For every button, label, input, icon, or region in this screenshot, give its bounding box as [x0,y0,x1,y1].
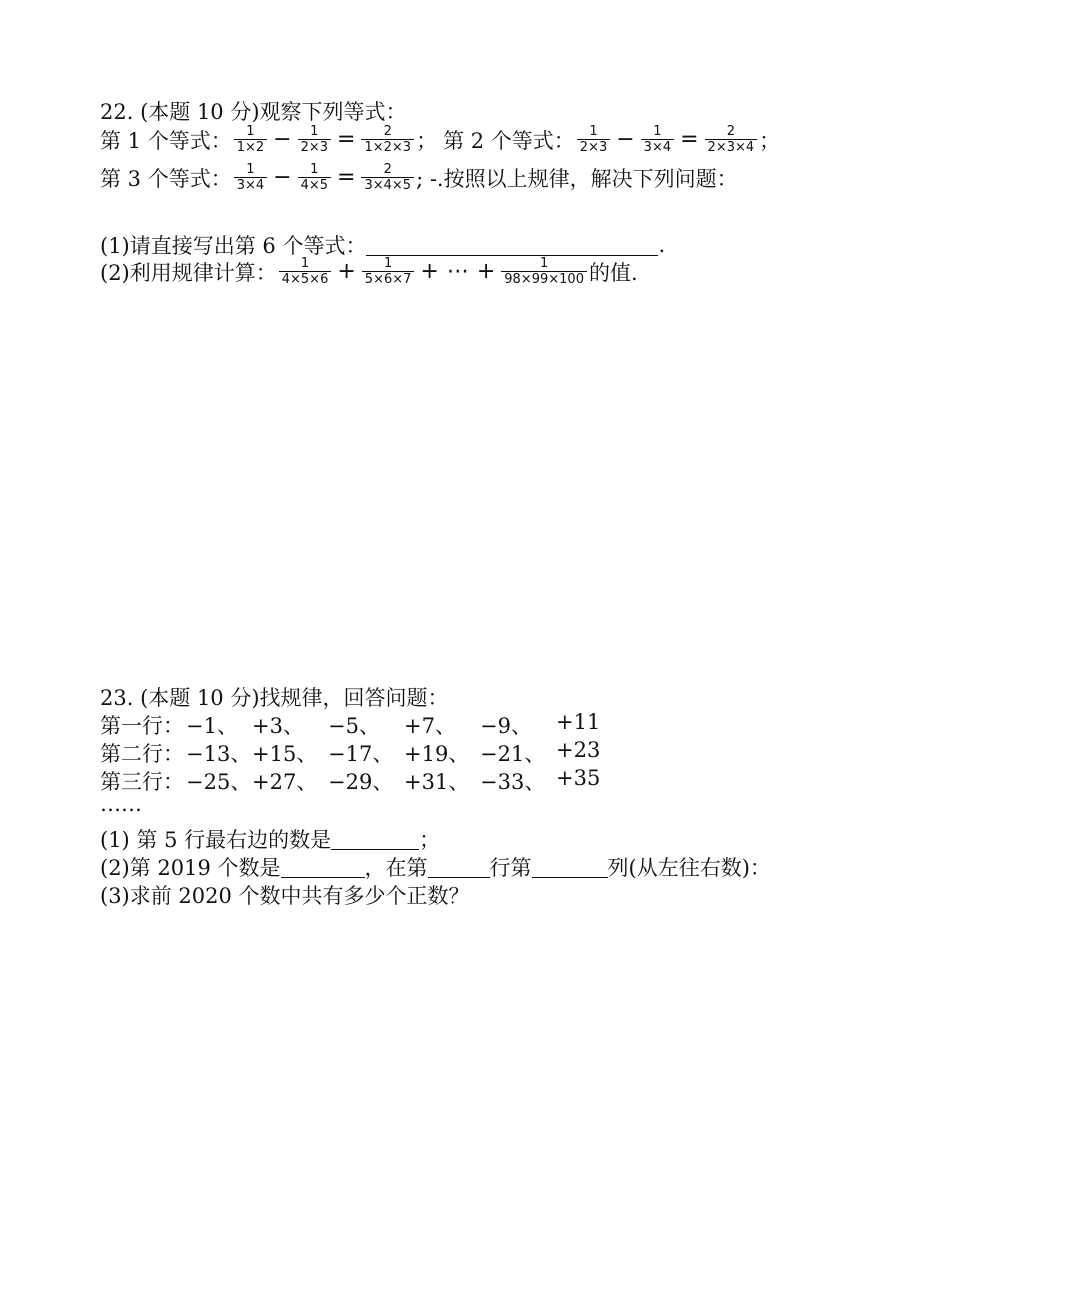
q23-ellipsis [100,792,142,816]
eq1-fraction-b [298,124,331,155]
eq1-label: 第 1 个等式： [100,128,232,153]
eq1-fraction-c [361,124,414,155]
eq3-c-numerator: 2 [383,162,392,177]
p2-b-denominator: 5×6×7 [362,271,415,287]
q22-equation-line-1 [100,124,780,155]
answer-blank[interactable] [281,857,365,878]
row-cell: −21、 [480,742,546,766]
row-label: 第一行： [100,714,184,738]
ellipsis-text: …… [100,792,142,816]
eq2-fraction-a [577,124,610,155]
separator: ； [416,128,438,153]
answer-blank[interactable] [366,235,658,256]
q23-part-1 [100,824,440,854]
q22-header-text: 22. (本题 10 分)观察下列等式： [100,100,407,124]
eq2-fraction-c [705,124,758,155]
q23-part-3 [100,880,470,910]
plus-sign: + [476,259,496,284]
q23-part-2-text-c: 行第 [489,856,532,880]
row-cell: −25、 [186,770,252,794]
q23-part-2-text-b: ，在第 [364,856,428,880]
eq2-b-numerator: 1 [653,124,662,139]
eq1-a-denominator: 1×2 [234,139,267,155]
row-cell: +19、 [404,742,470,766]
p2-a-numerator: 1 [300,256,310,271]
equals-sign: = [337,127,356,152]
q23-part-2-text-d: 列(从左往右数)： [607,856,771,880]
eq1-c-denominator: 1×2×3 [361,139,414,155]
row-cell: −29、 [328,770,394,794]
eq2-c-numerator: 2 [726,124,735,139]
p2-fraction-b [362,256,415,287]
eq1-fraction-a [234,124,267,155]
q22-part-2-text: (2)利用规律计算： [100,260,277,285]
row-cell: +3、 [252,714,304,738]
eq2-label: 第 2 个等式： [443,128,575,153]
eq2-b-denominator: 3×4 [641,139,674,155]
eq3-fraction-a [234,162,267,193]
answer-blank[interactable] [331,829,419,850]
p2-a-denominator: 4×5×6 [279,271,332,287]
p2-c-numerator: 1 [539,256,549,271]
minus-sign: − [273,127,292,152]
eq3-fraction-b [298,162,331,193]
row-label: 第三行： [100,770,184,794]
q23-header [100,682,449,712]
q23-part-3-text: (3)求前 2020 个数中共有多少个正数？ [100,884,470,908]
plus-sign: + [337,259,356,284]
row-cell: +35 [556,766,601,790]
row-cell: −17、 [328,742,394,766]
p2-c-denominator: 98×99×100 [501,271,587,287]
equals-sign: = [337,165,356,190]
q22-part-2 [100,256,638,287]
eq3-c-denominator: 3×4×5 [361,177,414,193]
row-cell: −13、 [186,742,252,766]
row-cell: −1、 [186,714,238,738]
q22-instruction-text: ; -.按照以上规律，解决下列问题： [416,166,738,191]
q22-part-1-end: . [658,233,666,257]
eq3-fraction-c [361,162,414,193]
p2-fraction-a [279,256,332,287]
p2-fraction-c [501,256,587,287]
eq1-b-denominator: 2×3 [298,139,331,155]
eq3-label: 第 3 个等式： [100,166,232,191]
eq3-b-denominator: 4×5 [298,177,331,193]
minus-sign: − [273,165,292,190]
p2-b-numerator: 1 [383,256,393,271]
row-cell: +15、 [252,742,318,766]
separator: ； [759,128,781,153]
q23-part-1-end: ； [419,828,441,852]
eq1-a-numerator: 1 [246,124,255,139]
row-cell: −9、 [480,714,532,738]
plus-sign: + [420,259,439,284]
row-cell: −33、 [480,770,546,794]
row-cell: +23 [556,738,601,762]
eq3-b-numerator: 1 [310,162,319,177]
row-label: 第二行： [100,742,184,766]
minus-sign: − [616,127,635,152]
q22-part-2-end: 的值. [588,260,638,285]
answer-blank[interactable] [428,857,490,878]
eq3-a-numerator: 1 [246,162,255,177]
row-cell: +7、 [404,714,456,738]
eq1-b-numerator: 1 [310,124,319,139]
eq2-a-denominator: 2×3 [577,139,610,155]
q22-part-1-text: (1)请直接写出第 6 个等式： [100,234,367,258]
q22-equation-line-3 [100,162,738,193]
q23-part-2 [100,852,771,882]
row-cell: +11 [556,710,601,734]
row-cell: +27、 [252,770,318,794]
eq3-a-denominator: 3×4 [234,177,267,193]
ellipsis-dots: ⋯ [446,259,469,284]
row-cell: +31、 [404,770,470,794]
q22-header [100,96,407,126]
q23-part-1-text: (1) 第 5 行最右边的数是 [100,828,332,852]
eq2-c-denominator: 2×3×4 [705,139,758,155]
q23-header-text: 23. (本题 10 分)找规律，回答问题： [100,686,449,710]
eq2-a-numerator: 1 [589,124,598,139]
eq2-fraction-b [641,124,674,155]
q23-part-2-text-a: (2)第 2019 个数是 [100,856,281,880]
equals-sign: = [680,127,699,152]
eq1-c-numerator: 2 [383,124,392,139]
row-cell: −5、 [328,714,380,738]
answer-blank[interactable] [532,857,608,878]
